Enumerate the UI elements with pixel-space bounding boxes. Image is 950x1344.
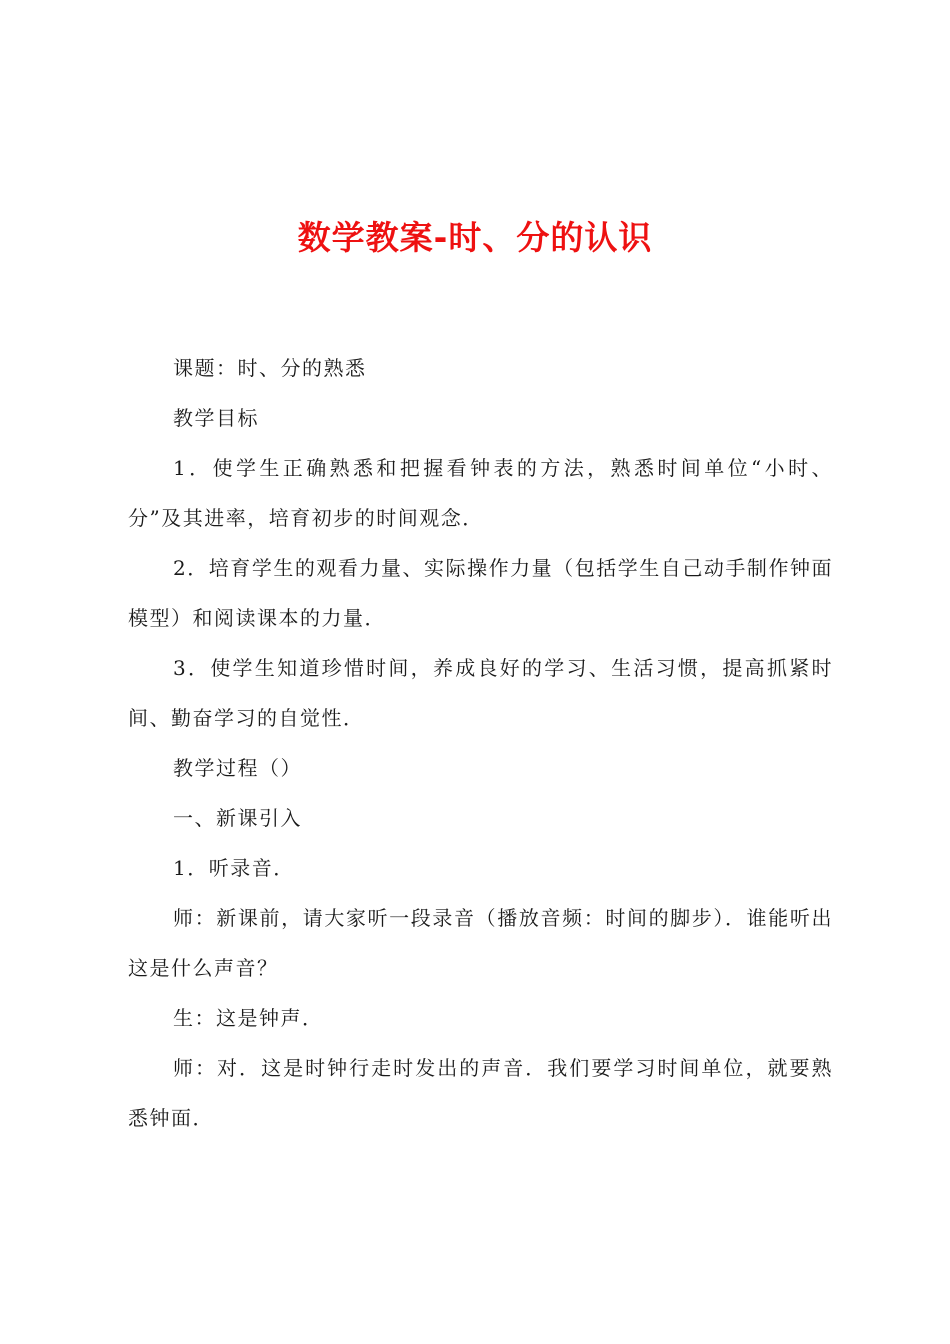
document-body [128, 343, 833, 1143]
paragraph-topic: 课题：时、分的熟悉 [173, 356, 367, 380]
paragraph-objective-3: 3．使学生知道珍惜时间，养成良好的学习、生活习惯，提高抓紧时间、勤奋学习的自觉性． [128, 656, 833, 730]
paragraph-objective-2: 2．培育学生的观看力量、实际操作力量（包括学生自己动手制作钟面模型）和阅读课本的力量． [128, 556, 833, 630]
paragraph-step-1: 1．听录音． [173, 856, 295, 880]
paragraph-objectives-heading: 教学目标 [173, 406, 259, 430]
paragraph-section-intro: 一、新课引入 [173, 806, 302, 830]
paragraph-process-heading: 教学过程（） [173, 756, 302, 780]
document-title: 数学教案-时、分的认识 [297, 218, 653, 257]
paragraph-objective-1: 1．使学生正确熟悉和把握看钟表的方法，熟悉时间单位“小时、分”及其进率，培育初步的时间观念． [128, 456, 833, 530]
paragraph-teacher-1: 师：新课前，请大家听一段录音（播放音频：时间的脚步）．谁能听出这是什么声音？ [128, 906, 833, 980]
paragraph-teacher-2: 师：对．这是时钟行走时发出的声音．我们要学习时间单位，就要熟悉钟面． [128, 1056, 833, 1130]
paragraph-student-1: 生：这是钟声． [173, 1006, 324, 1030]
